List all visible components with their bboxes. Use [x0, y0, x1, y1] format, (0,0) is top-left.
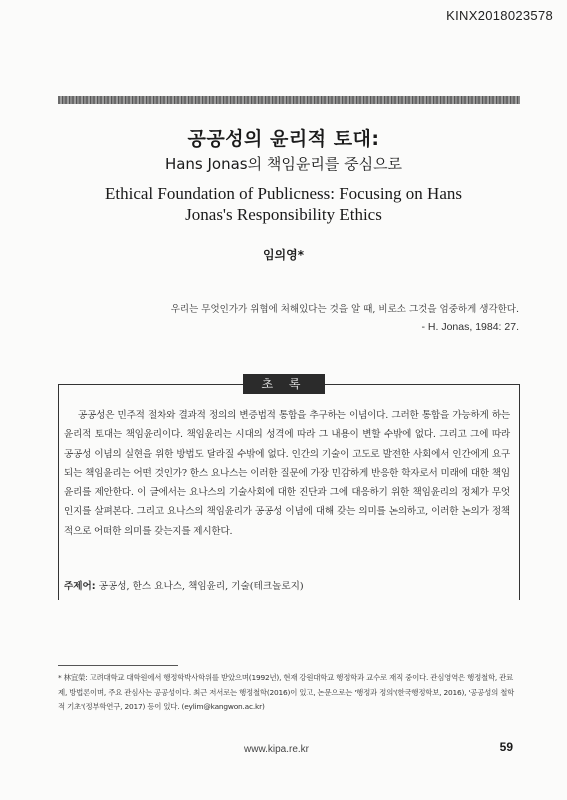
abstract-heading: 초 록 — [243, 374, 325, 394]
page-number: 59 — [499, 740, 513, 754]
subtitle-korean: Hans Jonas의 책임윤리를 중심으로 — [164, 155, 403, 173]
author-name: 임의영* — [262, 248, 305, 262]
epigraph-quote: 우리는 무엇인가가 위협에 처해있다는 것을 알 때, 비로소 그것을 엄중하게 생각한다. — [170, 304, 519, 315]
author-footnote: * 林宜榮: 고려대학교 대학원에서 행정학박사학위를 받았으며(1992년), 현재 강원대학교 행정학과 교수로 재직 중이다. 관심영역은 행정철학, 관료제, 방법론이며, 주요 관심사는 공공성이다. 최근 저서로는 행정철학(2016)이 있고, 논문으로는 '행정과 정의'(한국행정학보, 2016), '공공성의 철학적 기초'(정부학연구, 2017) 등이 있다. (eylim@kangwon.ac.kr) — [58, 673, 515, 711]
keywords-label: 주제어: — [64, 581, 96, 592]
keywords-text: 공공성, 한스 요나스, 책임윤리, 기술(테크놀로지) — [98, 581, 304, 592]
title-english: Ethical Foundation of Publicness: Focusing on Hans Jonas's Responsibility Ethics — [105, 184, 462, 224]
header-decorative-bar — [58, 96, 520, 104]
abstract-body: 공공성은 민주적 절차와 결과적 정의의 변증법적 통합을 추구하는 이념이다. 그러한 통합을 가능하게 하는 윤리적 토대는 책임윤리이다. 책임윤리는 시대의 성격에 따라 그 내용이 변할 수밖에 없다. 그리고 그에 따라 공공성 이념의 실현을 위한 방법도 달라질 수밖에 없다. 인간의 기술이 고도로 발전한 사회에서 인간에게 요구되는 책임윤리는 어떤 것인가? 한스 요나스는 이러한 질문에 가장 민감하게 반응한 학자로서 미래에 대한 책임윤리를 제안한다. 이 글에서는 요나스의 기술사회에 대한 진단과 그에 대응하기 위한 책임윤리의 정체가 무엇인지를 살펴본다. 그리고 요나스의 책임윤리가 공공성 이념에 대해 갖는 의미를 논의하고, 이러한 논의가 정책적으로 어떠한 의미를 갖는지를 제시한다. — [64, 410, 510, 537]
footnote-divider — [58, 665, 178, 666]
footer-url: www.kipa.re.kr — [244, 744, 310, 755]
keywords-line — [64, 578, 510, 592]
title-korean: 공공성의 윤리적 토대: — [187, 128, 380, 150]
document-id: KINX2018023578 — [446, 8, 553, 23]
epigraph-source: - H. Jonas, 1984: 27. — [421, 321, 519, 333]
